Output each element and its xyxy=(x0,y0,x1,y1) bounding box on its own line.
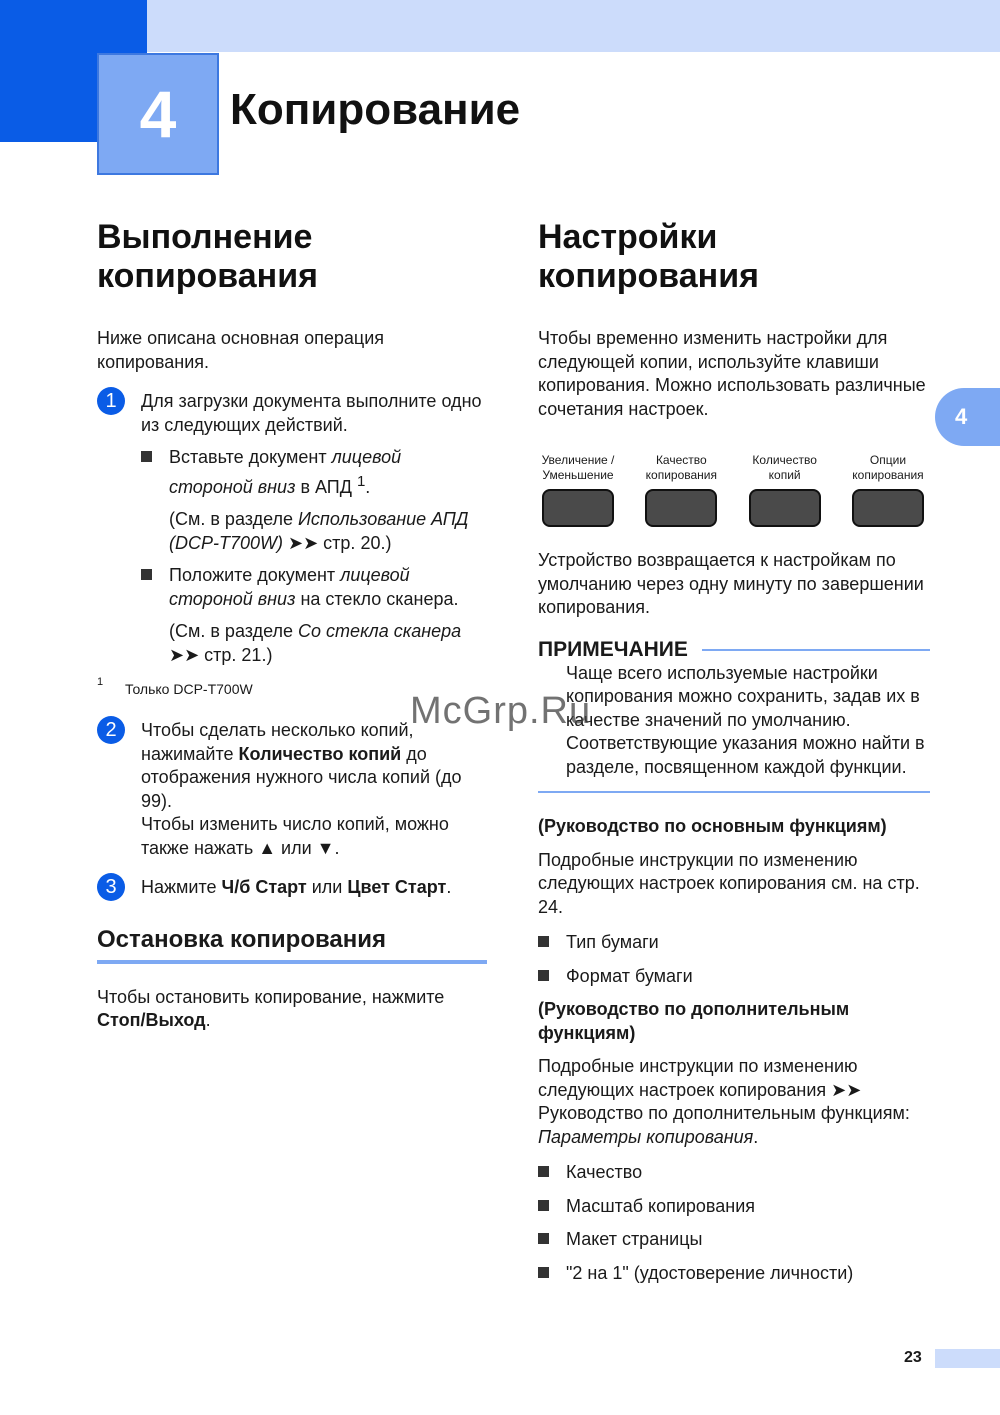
note-text: Чаще всего используемые настройки копирования можно сохранить, задав их в качестве значений по умолчанию. Соответствующие указания можно найти в разделе, посвященном каждой функции. xyxy=(566,662,925,777)
key-label: Качество копирования xyxy=(645,453,717,482)
footnote: 1 Только DCP-T700W xyxy=(97,676,253,697)
advanced-item: "2 на 1" (удостоверение личности) xyxy=(538,1262,930,1286)
copy-quality-key xyxy=(645,453,717,527)
copy-keys-panel xyxy=(538,453,930,527)
section-title-copying: Выполнение копирования xyxy=(97,218,318,295)
step-number-icon: 2 xyxy=(97,716,125,744)
number-of-copies-button xyxy=(749,489,821,527)
chapter-number: 4 xyxy=(139,77,177,151)
copy-quality-button xyxy=(645,489,717,527)
step-number-icon: 3 xyxy=(97,873,125,901)
page-number: 23 xyxy=(904,1349,922,1366)
settings-intro: Чтобы временно изменить настройки для следующей копии, используйте клавиши копирования. Можно использовать различные сочетания настроек. xyxy=(538,328,926,419)
section-title-stop: Остановка копирования xyxy=(97,926,487,964)
reset-text: Устройство возвращается к настройкам по умолчанию через одну минуту по завершении копирования. xyxy=(538,550,924,617)
chapter-side-tab xyxy=(935,388,1000,446)
page-number-bar xyxy=(935,1349,1000,1368)
advanced-guide-text: Подробные инструкции по изменению следующих настроек копирования ➤➤ Руководство по дополнительным функциям: Параметры копирования. xyxy=(538,1056,910,1147)
header-light-bar xyxy=(147,0,1000,52)
advanced-item: Масштаб копирования xyxy=(538,1195,930,1219)
bullet-adf: Вставьте документ лицевой стороной вниз в АПД $^1$. xyxy=(141,446,487,499)
advanced-guide-heading: (Руководство по дополнительным функциям) xyxy=(538,999,850,1043)
copy-options-button xyxy=(852,489,924,527)
step-1 xyxy=(97,390,487,667)
key-label: Опции копирования xyxy=(852,453,924,482)
note-header xyxy=(538,638,930,662)
step-2 xyxy=(97,719,487,860)
copy-options-key xyxy=(852,453,924,527)
watermark: McGrp.Ru xyxy=(410,690,592,732)
step-3-text: Нажмите Ч/б Старт или Цвет Старт. xyxy=(141,877,452,897)
key-label: Количество копий xyxy=(752,453,817,482)
step-number-icon: 1 xyxy=(97,387,125,415)
basic-item: Тип бумаги xyxy=(538,931,930,955)
enlarge-reduce-button xyxy=(542,489,614,527)
section-title-settings: Настройки копирования xyxy=(538,218,759,295)
note-rule xyxy=(702,649,930,651)
bullet-scanner-glass: Положите документ лицевой стороной вниз на стекло сканера. xyxy=(141,564,487,611)
left-column xyxy=(97,218,487,1033)
chapter-title: Копирование xyxy=(230,85,521,134)
basic-guide-heading: (Руководство по основным функциям) xyxy=(538,816,887,836)
key-label: Увеличение / Уменьшение xyxy=(541,453,615,482)
step-2-text: Чтобы сделать несколько копий, нажимайте Количество копий до отображения нужного числа копий (до 99). xyxy=(141,720,462,811)
ref-scanner-glass: (См. в разделе Со стекла сканера ➤➤ стр. 21.) xyxy=(169,621,462,665)
chapter-number-box xyxy=(97,53,219,175)
note-box xyxy=(538,638,930,794)
intro-text: Ниже описана основная операция копирования. xyxy=(97,328,385,372)
stop-text: Чтобы остановить копирование, нажмите Стоп/Выход. xyxy=(97,986,445,1030)
ref-adf: (См. в разделе Использование АПД (DCP-T700W) ➤➤ стр. 20.) xyxy=(169,509,469,553)
step-1-text: Для загрузки документа выполните одно из следующих действий. xyxy=(141,391,482,435)
number-of-copies-key xyxy=(749,453,821,527)
basic-item: Формат бумаги xyxy=(538,965,930,989)
basic-guide-text: Подробные инструкции по изменению следующих настроек копирования см. на стр. 24. xyxy=(538,849,920,917)
step-3 xyxy=(97,876,487,900)
step-2-extra: Чтобы изменить число копий, можно также нажать ▲ или ▼. xyxy=(141,814,449,858)
note-title: ПРИМЕЧАНИЕ xyxy=(538,637,688,661)
advanced-item: Качество xyxy=(538,1161,930,1185)
enlarge-reduce-key xyxy=(542,453,614,527)
right-column xyxy=(538,218,930,1295)
side-tab-number: 4 xyxy=(955,404,968,429)
advanced-item: Макет страницы xyxy=(538,1228,930,1252)
